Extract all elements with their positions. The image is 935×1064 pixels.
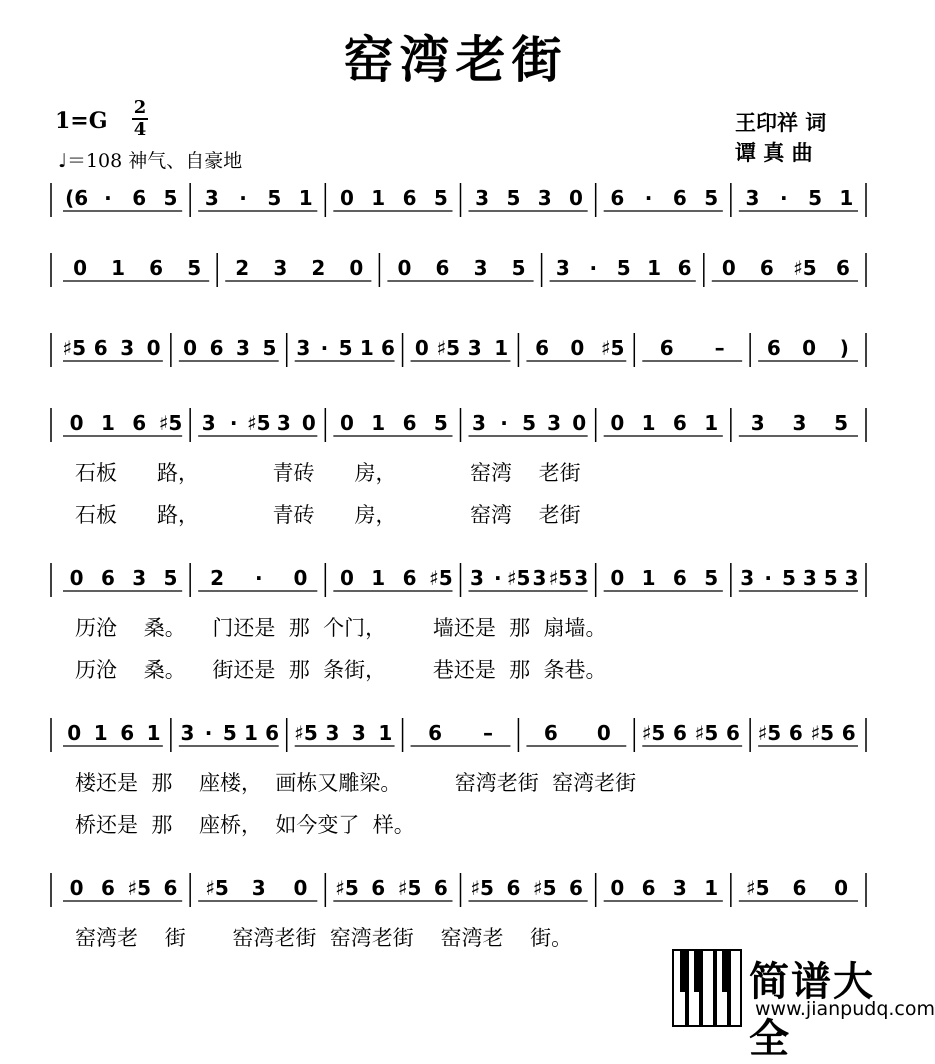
note: 6 (759, 256, 774, 280)
note: 6 (673, 721, 687, 745)
note: ♯5 (641, 721, 666, 745)
note: · (229, 411, 238, 435)
note: 6 (506, 876, 521, 900)
note: · (500, 411, 508, 435)
note: 6 (132, 186, 147, 210)
note: 3 (472, 411, 486, 435)
watermark (671, 948, 935, 1062)
note: ♯5 (62, 336, 87, 360)
note: 5 (522, 411, 537, 435)
note: 1 (371, 411, 386, 435)
note: 3 (574, 566, 589, 590)
note: 0 (183, 336, 198, 360)
note: 3 (204, 186, 219, 210)
note: 3 (296, 336, 311, 360)
note: ♯5 (294, 721, 318, 745)
note: 6 (381, 336, 395, 360)
note: 3 (273, 256, 288, 280)
note: ♯5 (757, 721, 782, 745)
note: 0 (69, 411, 84, 435)
note: · (254, 566, 263, 590)
watermark-text: 简谱大全 (749, 959, 875, 1062)
note: ♯5 (158, 411, 183, 435)
note: 5 (511, 256, 526, 280)
note: 3 (469, 566, 484, 590)
note: 5 (433, 186, 448, 210)
note: 3 (120, 336, 135, 360)
note: 6 (402, 566, 417, 590)
note: 0 (397, 256, 412, 280)
note: 3 (351, 721, 366, 745)
note: 1 (146, 721, 161, 745)
lyricist: 王印祥 词 (735, 111, 827, 135)
note: 0 (570, 336, 585, 360)
note: · (779, 186, 788, 210)
note: 6 (132, 411, 147, 435)
note: 1 (111, 256, 126, 280)
note: 3 (750, 411, 765, 435)
note: 0 (146, 336, 161, 360)
note: 6 (788, 721, 803, 745)
composer: 谭 真 曲 (735, 141, 813, 165)
note: ♯5 (810, 721, 835, 745)
note: 3 (740, 566, 755, 590)
note: 5 (433, 411, 448, 435)
note: · (204, 721, 213, 745)
note: · (764, 566, 772, 590)
note: ♯5 (745, 876, 770, 900)
note: 3 (475, 186, 490, 210)
note: 5 (338, 336, 353, 360)
note: 0 (69, 876, 84, 900)
note: 0 (610, 876, 625, 900)
note: 3 (236, 336, 250, 360)
note: 1 (378, 721, 393, 745)
note: 5 (163, 566, 178, 590)
lyric-line: 历沧 桑。 街还是 那 条街， 巷还是 那 条巷。 (75, 658, 607, 682)
note: 5 (187, 256, 202, 280)
note: 5 (782, 566, 796, 590)
note: 0 (73, 256, 87, 280)
note: 6 (836, 256, 850, 280)
note: 6 (659, 336, 674, 360)
watermark-url: www.jianpudq.com (755, 998, 935, 1020)
note: 6 (610, 186, 625, 210)
lyric-line: 桥还是 那 座桥， 如今变了 样。 (75, 813, 415, 837)
note: 6 (100, 876, 115, 900)
note: 1 (243, 721, 258, 745)
song-title: 窑湾老街 (343, 31, 568, 89)
note: 1 (298, 186, 313, 210)
note: 3 (473, 256, 488, 280)
note: 5 (262, 336, 277, 360)
note: ♯5 (600, 336, 625, 360)
note: 6 (163, 876, 178, 900)
note: · (644, 186, 653, 210)
note: 5 (616, 256, 631, 280)
note: 0 (349, 256, 364, 280)
note: ♯5 (548, 566, 573, 590)
note: ♯5 (506, 566, 531, 590)
note: 6 (120, 721, 135, 745)
lyric-line: 楼还是 那 座楼， 画栋又雕梁。 窑湾老街 窑湾老街 (75, 771, 637, 795)
note: 1 (93, 721, 108, 745)
note: 6 (209, 336, 224, 360)
note: 1 (371, 566, 386, 590)
note: 3 (180, 721, 195, 745)
note: 6 (402, 186, 417, 210)
note: 2 (311, 256, 326, 280)
note: 3 (201, 411, 216, 435)
tempo-marking: ♩＝108 神气、自豪地 (58, 150, 243, 172)
note: 5 (163, 186, 178, 210)
note: · (320, 336, 329, 360)
lyric-line: 石板 路， 青砖 房， 窑湾 老街 (75, 503, 581, 527)
note: ♯5 (335, 876, 359, 900)
note: 5 (823, 566, 838, 590)
note: 3 (555, 256, 570, 280)
note: 1 (371, 186, 386, 210)
note: 1 (641, 566, 656, 590)
note: ) (839, 336, 849, 360)
note: 6 (792, 876, 807, 900)
note: 0 (340, 411, 354, 435)
note: 3 (672, 876, 687, 900)
note: ♯5 (127, 876, 152, 900)
note: 3 (745, 186, 760, 210)
note: 3 (547, 411, 562, 435)
note: 0 (721, 256, 736, 280)
lyric-line: 窑湾老 街 窑湾老街 窑湾老街 窑湾老 街。 (75, 926, 573, 950)
note: 0 (414, 336, 429, 360)
note: ♯5 (246, 411, 271, 435)
note: ♯5 (429, 566, 453, 590)
note: 5 (704, 566, 719, 590)
note: · (104, 186, 112, 210)
note: 6 (149, 256, 164, 280)
note: 6 (371, 876, 386, 900)
lyric-line: 历沧 桑。 门还是 那 个门， 墙还是 那 扇墙。 (75, 616, 607, 640)
note: ♯5 (470, 876, 494, 900)
note: 0 (340, 566, 354, 590)
note: 6 (433, 876, 448, 900)
note: 6 (672, 566, 687, 590)
meter-bottom: 4 (133, 119, 147, 140)
note: 1 (100, 411, 115, 435)
note: 6 (672, 411, 687, 435)
note: 0 (596, 721, 611, 745)
note: 1 (494, 336, 509, 360)
note: 1 (704, 411, 719, 435)
note: 0 (293, 876, 308, 900)
note: 3 (325, 721, 340, 745)
note: 2 (210, 566, 224, 590)
note: ♯5 (436, 336, 461, 360)
note: 6 (569, 876, 583, 900)
note: 6 (841, 721, 856, 745)
note: 1 (359, 336, 374, 360)
note: 3 (792, 411, 807, 435)
note: 6 (641, 876, 656, 900)
note: 6 (428, 721, 442, 745)
note: 6 (725, 721, 740, 745)
note: 3 (251, 876, 266, 900)
note: (6 (65, 186, 89, 210)
note: 0 (610, 411, 625, 435)
note: 6 (93, 336, 108, 360)
note: ♯5 (397, 876, 422, 900)
note: 2 (235, 256, 250, 280)
note: 0 (610, 566, 625, 590)
note: 5 (834, 411, 849, 435)
note: 3 (844, 566, 859, 590)
piano-keys-icon (671, 948, 743, 1028)
note: 0 (802, 336, 817, 360)
note: ♯5 (532, 876, 557, 900)
note: 0 (572, 411, 587, 435)
note: 6 (672, 186, 687, 210)
note: 0 (340, 186, 354, 210)
note: 5 (704, 186, 719, 210)
note: 1 (641, 411, 656, 435)
note: 0 (69, 566, 84, 590)
note: · (589, 256, 598, 280)
note: 6 (265, 721, 280, 745)
note: · (239, 186, 247, 210)
note: 6 (435, 256, 450, 280)
note: 5 (808, 186, 823, 210)
note: 6 (100, 566, 115, 590)
note: 0 (67, 721, 82, 745)
note: 6 (535, 336, 550, 360)
note: · (493, 566, 502, 590)
note: 6 (766, 336, 781, 360)
note: 0 (301, 411, 316, 435)
note: 3 (532, 566, 547, 590)
note: 1 (839, 186, 854, 210)
key-signature: 1=G (55, 108, 108, 134)
note: 0 (569, 186, 583, 210)
note: 5 (222, 721, 237, 745)
note: ♯5 (793, 256, 817, 280)
note: 3 (537, 186, 552, 210)
note: 5 (267, 186, 282, 210)
note: 5 (506, 186, 521, 210)
note: ♯5 (694, 721, 719, 745)
lyric-line: 石板 路， 青砖 房， 窑湾 老街 (75, 461, 581, 485)
note: ♯5 (205, 876, 229, 900)
note: 6 (402, 411, 417, 435)
note: – (482, 721, 493, 745)
note: 6 (543, 721, 558, 745)
note: – (714, 336, 725, 360)
note: 0 (293, 566, 308, 590)
note: 6 (677, 256, 692, 280)
note: 3 (802, 566, 817, 590)
meter-top: 2 (133, 97, 147, 118)
note: 1 (704, 876, 719, 900)
note: 3 (132, 566, 147, 590)
note: 3 (276, 411, 291, 435)
note: 0 (834, 876, 849, 900)
note: 3 (467, 336, 482, 360)
note: 1 (647, 256, 662, 280)
